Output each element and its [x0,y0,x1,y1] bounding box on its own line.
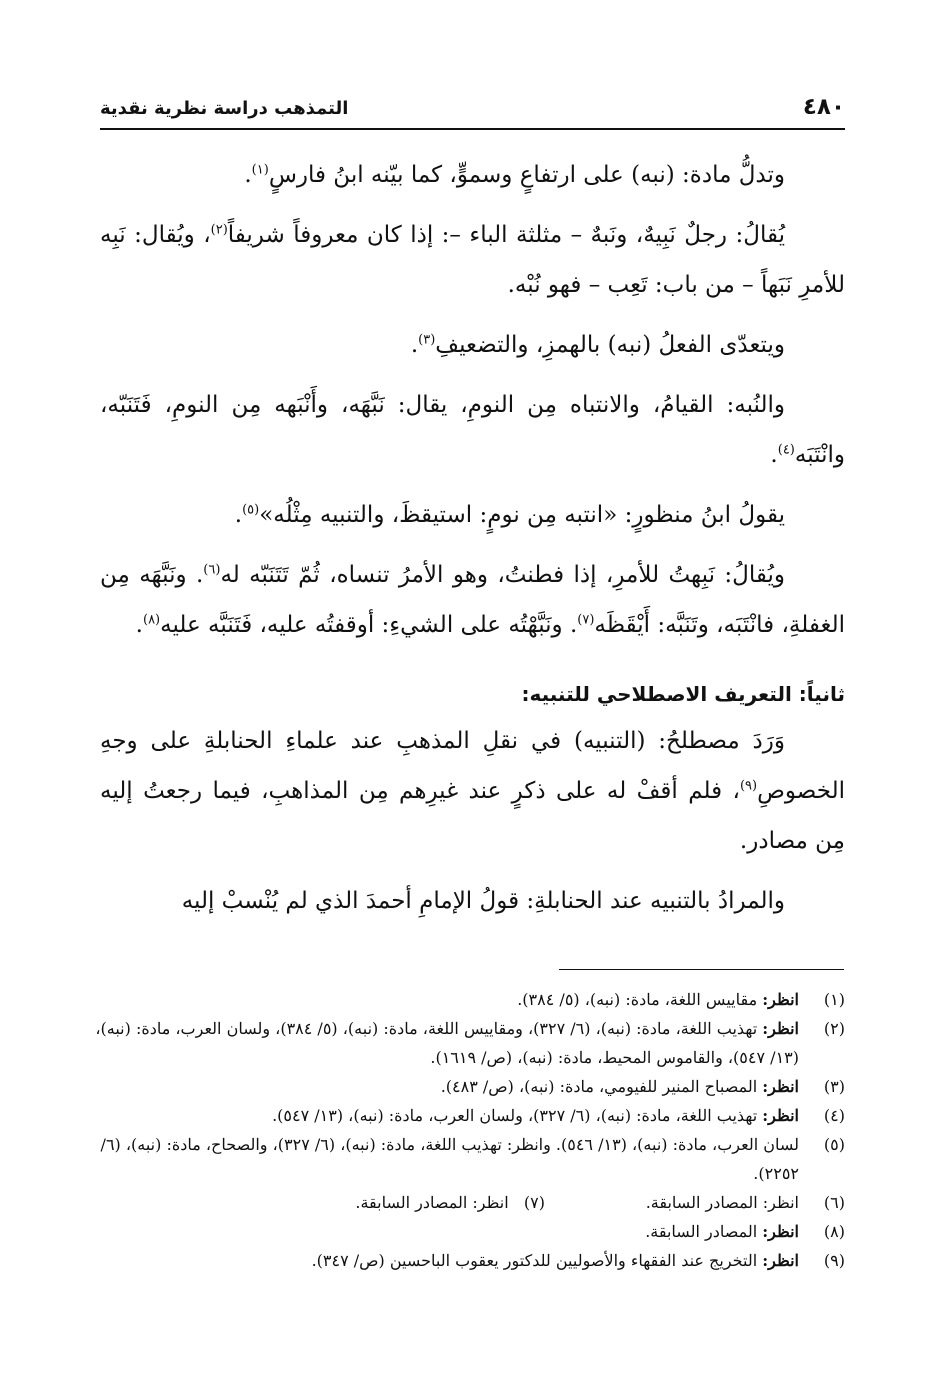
footnote: (٤) انظر: تهذيب اللغة، مادة: (نبه)، (٦/ ٣٢٧)، ولسان العرب، مادة: (نبه)، (١٣/ ٥٤٧). [272,1106,845,1125]
footnote-ref: (٧) [577,612,595,628]
footnote-ref: (٥) [242,502,260,518]
paragraph: وتدلُّ مادة: (نبه) على ارتفاعٍ وسموٍّ، كما بيّنه ابنُ فارسٍ$^{(١)}$. [244,162,785,188]
footnote: (١) انظر: مقاييس اللغة، مادة: (نبه)، (٥/ ٣٨٤). [517,990,845,1009]
footnote: (٢) انظر: تهذيب اللغة، مادة: (نبه)، (٦/ ٣٢٧)، ومقاييس اللغة، مادة: (نبه)، (٥/ ٣٨٤)، ولسان العرب، مادة: (نبه)، (١٣/ ٥٤٧)، والقاموس المحيط، مادة: (نبه)، (ص/ ١٦١٩). [95,1019,845,1067]
footnotes [90,985,845,1275]
footnote-ref: (٢) [210,222,228,238]
paragraph: ويُقالُ: نَبِهتُ للأمرِ، إذا فطنتُ، وهو الأمرُ تنساه، ثُمّ تَتَنَبّه له$^{(٦)}$. ونَبَّهَه مِن الغفلةِ، فانْتَبَه، وتَنَبَّه: أَيْقَظَه$^{(٧)}$. ونَبَّهْتُه على الشيءِ: أوقفتُه عليه، فَتَنَبَّه عليه$^{(٨)}$. [100,562,845,638]
paragraph: والنُبه: القيامُ، والانتباه مِن النومِ، يقال: نَبَّهَه، وأَنْبَهه مِن النومِ، فَتَنَبّه، وانْتَبَه$^{(٤)}$. [100,392,845,468]
page-number: ٤٨٠ [802,94,845,120]
paragraph: ويتعدّى الفعلُ (نبه) بالهمزِ، والتضعيفِ$^{(٣)}$. [410,332,785,358]
footnote: (٥) لسان العرب، مادة: (نبه)، (١٣/ ٥٤٦). وانظر: تهذيب اللغة، مادة: (نبه)، (٦/ ٣٢٧)، والصحاح، مادة: (نبه)، (٦/ ٢٢٥٢). [100,1135,845,1183]
footnote: (٣) انظر: المصباح المنير للفيومي، مادة: (نبه)، (ص/ ٤٨٣). [440,1077,845,1096]
running-header [100,92,845,130]
paragraph: والمرادُ بالتنبيه عند الحنابلةِ: قولُ الإمامِ أحمدَ الذي لم يُنْسبْ إليه [181,888,785,914]
footnote-pair: (٦) انظر: المصادر السابقة. (٧) انظر: المصادر السابقة. [355,1193,845,1212]
section-heading: ثانياً: التعريف الاصطلاحي للتنبيه: [521,682,845,706]
footnote-ref: (٦) [203,562,221,578]
paragraph: وَرَدَ مصطلحُ: (التنبيه) في نقلِ المذهبِ عند علماءِ الحنابلةِ على وجهِ الخصوصِ$^{(٩)}$، فلم أقفْ له على ذكرٍ عند غيرِهم مِن المذاهبِ، فيما رجعتُ إليه مِن مصادر. [100,728,845,854]
footnote-ref: (١) [251,162,269,178]
footnote-ref: (٤) [777,442,795,458]
running-title: التمذهب دراسة نظرية نقدية [100,98,349,119]
footnote-ref: (٩) [739,778,758,794]
paragraph: يُقالُ: رجلٌ نَبِيهٌ، ونَبهٌ – مثلثة الباء –: إذا كان معروفاً شريفاً$^{(٢)}$، ويُقال: نَبِه للأمرِ نَبَهاً – من باب: تَعِب – فهو نُبْه. [100,222,845,298]
main-text [100,150,845,926]
paragraph: يقولُ ابنُ منظورٍ: «انتبه مِن نومٍ: استيقظَ، والتنبيه مِثْلُه»$^{(٥)}$. [234,502,785,528]
footnote-ref: (٨) [142,612,161,628]
footnote-ref: (٣) [418,332,436,348]
footnote: (٨) انظر: المصادر السابقة. [645,1222,845,1241]
header-rule [100,128,845,130]
footnote-separator [559,969,844,970]
footnote: (٩) انظر: التخريج عند الفقهاء والأصوليين للدكتور يعقوب الباحسين (ص/ ٣٤٧). [311,1251,845,1270]
